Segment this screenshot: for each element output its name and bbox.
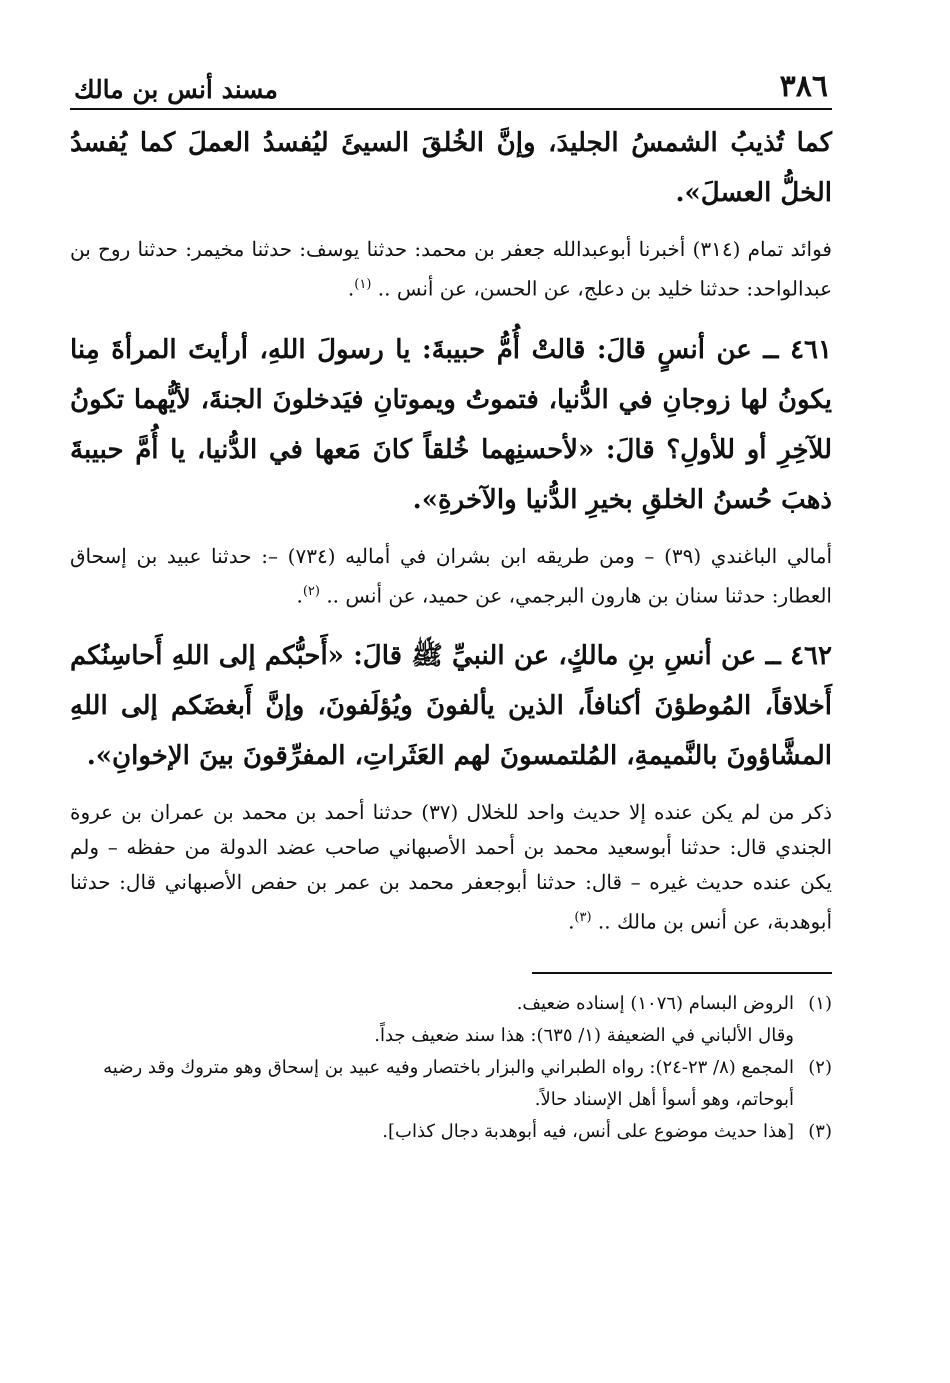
running-title: مسند أنس بن مالك [74,75,278,104]
page-header [70,58,832,110]
footnote-text: [هذا حديث موضوع على أنس، فيه أبوهدبة دجال كذاب]. [382,1120,794,1142]
footnote-number: (٣) [808,1120,832,1142]
footnotes [70,988,832,1148]
source-citation-1: فوائد تمام (٣١٤) أخبرنا أبوعبدالله جعفر بن محمد: حدثنا يوسف: حدثنا مخيمر: حدثنا روح بن عبدالواحد: حدثنا خليد بن دعلج، عن الحسن، عن أنس .. $^{(١)}$. [70,237,832,301]
footnote-ref-3[interactable]: (٣) [574,910,592,926]
source-citation-2-text: أمالي الباغندي (٣٩) – ومن طريقه ابن بشران في أماليه (٧٣٤) –: حدثنا عبيد بن إسحاق العطار: حدثنا سنان بن هارون البرجمي، عن حميد، عن أنس .. [70,543,833,608]
footnote-ref-1[interactable]: (١) [354,277,372,292]
source-citation-2: أمالي الباغندي (٣٩) – ومن طريقه ابن بشران في أماليه (٧٣٤) –: حدثنا عبيد بن إسحاق العطار: حدثنا سنان بن هارون البرجمي، عن حميد، عن أنس .. $^{(٢)}$. [70,543,833,608]
footnote-number: (٢) [808,1056,832,1078]
hadith-462: ٤٦٢ ــ عن أنسِ بنِ مالكٍ، عن النبيِّ ﷺ قالَ: «أَحبُّكم إلى اللهِ أَحاسِنُكم أَخلاقاً، المُوطؤنَ أكنافاً، الذين يألفونَ ويُؤلَفونَ، وإنَّ أَبغضَكم إلى اللهِ المشَّاؤونَ بالنَّميمةِ، المُلتمسونَ لهم العَثَراتِ، المفرِّقونَ بينَ الإخوانِ». [70,641,832,772]
footnote-1 [70,988,832,1020]
page-number: ٣٨٦ [779,69,828,104]
hadith-460-continuation: كما تُذيبُ الشمسُ الجليدَ، وإنَّ الخُلقَ السيئَ ليُفسدُ العملَ كما يُفسدُ الخلُّ العسلَ». [70,128,832,208]
footnote-number: (١) [808,992,832,1014]
hadith-461: ٤٦١ ــ عن أنسٍ قالَ: قالتْ أُمُّ حبيبةَ: يا رسولَ اللهِ، أرأيتَ المرأةَ مِنا يكونُ لها زوجانِ في الدُّنيا، فتموتُ ويموتانِ فيَدخلونَ الجنةَ، لأيُّهما تكونُ للآخِرِ أو للأولِ؟ قالَ: «لأحسنِهما خُلقاً كانَ مَعها في الدُّنيا، يا أُمَّ حبيبةَ ذهبَ حُسنُ الخلقِ بخيرِ الدُّنيا والآخرةِ». [70,334,832,515]
source-citation-3-text: ذكر من لم يكن عنده إلا حديث واحد للخلال (٣٧) حدثنا أحمد بن محمد بن عمران بن عروة الجندي قال: حدثنا أبوسعيد محمد بن أحمد الأصبهاني صاحب عضد الدولة من حفظه – ولم يكن عنده حديث غيره – قال: حدثنا أبوجعفر محمد بن عمر بن حفص الأصبهاني قال: حدثنا أبوهدبة، عن أنس بن مالك .. [70,800,832,934]
footnote-text: المجمع (٨/ ٢٣-٢٤): رواه الطبراني والبزار باختصار وفيه عبيد بن إسحاق وهو متروك وقد رضيه أبوحاتم، وهو أسوأ أهل الإسناد حالاً. [103,1056,794,1110]
footnote-ref-2[interactable]: (٢) [302,583,320,599]
footnote-1-continuation: وقال الألباني في الضعيفة (١/ ٦٣٥): هذا سند ضعيف جداً. [374,1024,794,1046]
footnote-2 [70,1052,832,1116]
source-citation-1-text: فوائد تمام (٣١٤) أخبرنا أبوعبدالله جعفر بن محمد: حدثنا يوسف: حدثنا مخيمر: حدثنا روح بن عبدالواحد: حدثنا خليد بن دعلج، عن الحسن، عن أنس .. [70,237,832,301]
footnote-separator [532,972,832,974]
footnote-3 [70,1116,832,1148]
source-citation-3: ذكر من لم يكن عنده إلا حديث واحد للخلال (٣٧) حدثنا أحمد بن محمد بن عمران بن عروة الجندي قال: حدثنا أبوسعيد محمد بن أحمد الأصبهاني صاحب عضد الدولة من حفظه – ولم يكن عنده حديث غيره – قال: حدثنا أبوجعفر محمد بن عمر بن حفص الأصبهاني قال: حدثنا أبوهدبة، عن أنس بن مالك .. $^{(٣)}$. [70,800,832,934]
book-page [70,58,832,1148]
footnote-text: الروض البسام (١٠٧٦) إسناده ضعيف. [516,992,794,1014]
